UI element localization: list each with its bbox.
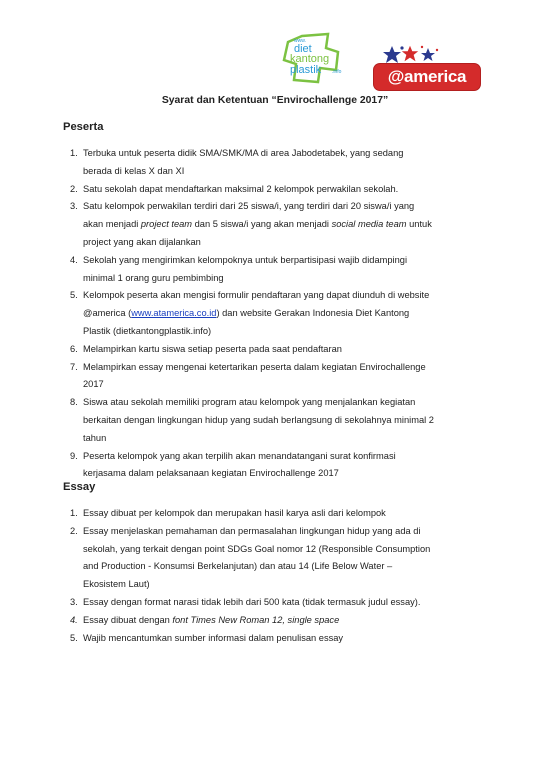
stars-icon [382, 44, 442, 66]
list-item: 3. Satu kelompok perwakilan terdiri dari 25 siswa/i, yang terdiri dari 20 siswa/i yang akan menjadi project team dan 5 siswa/i yang akan menjadi social media team untuk project yang akan dijalankan [70, 201, 432, 247]
list-item: 4. Essay dibuat dengan font Times New Roman 12, single space [70, 614, 340, 625]
list-item: 5. Wajib mencantumkan sumber informasi dalam penulisan essay [70, 632, 344, 643]
diet-kantong-plastik-logo [280, 30, 352, 88]
list-item: 9. Peserta kelompok yang akan terpilih akan menandatangani surat konfirmasi kerjasama dalam pelaksanaan kegiatan Envirochallenge 2017 [70, 450, 396, 479]
list-item: 6. Melampirkan kartu siswa setiap peserta pada saat pendaftaran [70, 343, 342, 354]
list-item: 8. Siswa atau sekolah memiliki program atau kelompok yang menjalankan kegiatan berkaitan dengan lingkungan hidup yang sudah berlangsung di sekolahnya minimal 2 tahun [70, 397, 434, 443]
document-title: Syarat dan Ketentuan “Envirochallenge 2017” [161, 95, 389, 106]
section-heading-essay: Essay [63, 481, 96, 493]
essay-list [63, 505, 493, 647]
list-item: 2. Satu sekolah dapat mendaftarkan maksimal 2 kelompok perwakilan sekolah. [70, 183, 399, 194]
america-wordmark: @america [374, 64, 480, 90]
list-item: 1. Terbuka untuk peserta didik SMA/SMK/MA di area Jabodetabek, yang sedang berada di kelas X dan XI [70, 148, 404, 176]
dkp-plastik: plastik [290, 64, 322, 76]
dkp-info: .info [332, 69, 342, 75]
list-item: 3. Essay dengan format narasi tidak lebih dari 500 kata (tidak termasuk judul essay). [70, 596, 421, 607]
list-item: 7. Melampirkan essay mengenai ketertarikan peserta dalam kegiatan Envirochallenge 2017 [70, 361, 426, 390]
dkp-diet: diet [294, 43, 312, 55]
dkp-www: www. [294, 38, 306, 44]
list-item: 2. Essay menjelaskan pemahaman dan permasalahan lingkungan hidup yang ada di sekolah, yang terkait dengan point SDGs Goal nomor 12 (Responsible Consumption and Production - Konsumsi Berkelanjutan) dan atau 14 (Life Below Water – Ekosistem Laut) [70, 525, 431, 590]
list-item: 1. Essay dibuat per kelompok dan merupakan hasil karya asli dari kelompok [70, 508, 386, 518]
section-heading-peserta: Peserta [63, 121, 104, 133]
america-logo [374, 44, 480, 90]
dkp-kantong: kantong [290, 53, 330, 65]
list-item: 4. Sekolah yang mengirimkan kelompoknya untuk berpartisipasi wajib didampingi minimal 1 orang guru pembimbing [70, 254, 408, 283]
header-logos [280, 30, 480, 92]
list-item: 5. Kelompok peserta akan mengisi formulir pendaftaran yang dapat diunduh di website @america (www.atamerica.co.id) dan website Gerakan Indonesia Diet Kantong Plastik (dietkantongplastik.info) [70, 290, 430, 336]
peserta-list [63, 145, 493, 483]
atamerica-link[interactable]: www.atamerica.co.id [131, 308, 217, 319]
